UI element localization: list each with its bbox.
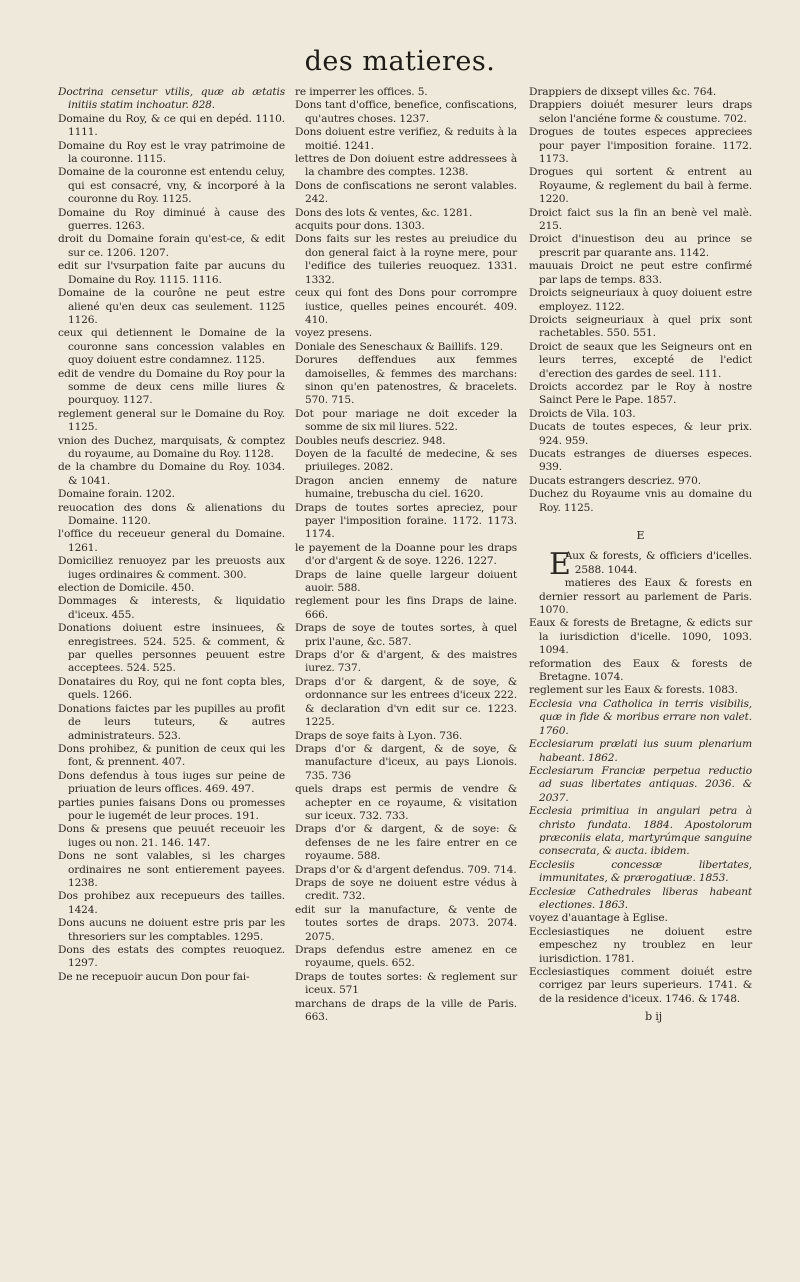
index-entry: edit sur l'vsurpation faite par aucuns du Domaine du Roy. 1115. 1116. xyxy=(58,260,285,286)
index-entry: Ducats de toutes especes, & leur prix. 924. 959. xyxy=(529,421,752,447)
index-entry: Dons des estats des comptes reuoquez. 1297. xyxy=(58,944,285,970)
index-entry: l'office du receueur general du Domaine. 1261. xyxy=(58,528,285,554)
index-entry: lettres de Don doiuent estre addressees à la chambre des comptes. 1238. xyxy=(295,153,517,179)
index-entry: Dons doiuent estre verifiez, & reduits à la moitié. 1241. xyxy=(295,126,517,152)
index-entry: de la chambre du Domaine du Roy. 1034. & 1041. xyxy=(58,461,285,487)
index-entry: election de Domicile. 450. xyxy=(58,582,195,595)
index-entry: parties punies faisans Dons ou promesses pour le iugemét de leur proces. 191. xyxy=(58,796,285,822)
column-3-entries-e xyxy=(529,577,752,1006)
index-entry: reformation des Eaux & forests de Bretagne. 1074. xyxy=(529,657,752,684)
dropcap-entry xyxy=(529,547,752,583)
index-entry: Domaine du Roy diminué à cause des guerres. 1263. xyxy=(58,206,285,233)
index-entry: marchans de draps de la ville de Paris. 663. xyxy=(295,997,517,1024)
index-entry: Dons defendus à tous iuges sur peine de priuation de leurs offices. 469. 497. xyxy=(58,769,285,796)
index-entry: Draps de soye de toutes sortes, à quel prix l'aune, &c. 587. xyxy=(295,622,517,648)
index-entry: Drogues qui sortent & entrent au Royaume, & reglement du bail à ferme. 1220. xyxy=(529,166,752,206)
index-entry: reglement sur les Eaux & forests. 1083. xyxy=(529,684,738,697)
index-entry: matieres des Eaux & forests en dernier ressort au parlement de Paris. 1070. xyxy=(539,577,752,617)
dropcap-entry-text: Aux & forests, & officiers d'icelles. 2588. 1044. xyxy=(564,550,752,576)
index-entry: Draps de laine quelle largeur doiuent auoir. 588. xyxy=(295,568,517,595)
index-column-1 xyxy=(58,86,291,1246)
index-entry: ceux qui font des Dons pour corrompre iustice, quelles peines encourét. 409. 410. xyxy=(295,287,517,326)
index-entry: ceux qui detiennent le Domaine de la couronne sans concession valables en quoy doiuent estre condamnez. 1125. xyxy=(58,327,285,367)
index-entry: Draps d'or & dargent, & de soye: & defenses de ne les faire entrer en ce royaume. 588. xyxy=(295,823,517,863)
index-entry: voyez presens. xyxy=(295,327,372,340)
index-entry: Domaine forain. 1202. xyxy=(58,488,175,501)
column-3-entries-d xyxy=(529,86,752,515)
index-entry: Ecclesia vna Catholica in terris visibilis, quæ in fide & moribus errare non valet. 1760. xyxy=(529,697,752,737)
index-entry: re imperrer les offices. 5. xyxy=(295,86,428,98)
drop-capital: E xyxy=(549,547,571,583)
index-entry: Dorures deffendues aux femmes damoiselles, & femmes des marchans: sinon qu'en patenostres, & bracelets. 570. 715. xyxy=(295,354,517,407)
index-entry: Dons faits sur les restes au preiudice du don general faict à la royne mere, pour l'edifice des tuileries reuoquez. 1331. 1332. xyxy=(295,233,517,286)
index-entry: Draps d'or & dargent, & de soye, & manufacture d'iceux, au pays Lionois. 735. 736 xyxy=(295,742,517,782)
index-entry: Draps d'or & d'argent, & des maistres iurez. 737. xyxy=(295,649,517,675)
index-entry: Dons tant d'office, benefice, confiscations, qu'autres choses. 1237. xyxy=(295,99,517,125)
index-entry: Domiciliez renuoyez par les preuosts aux iuges ordinaires & comment. 300. xyxy=(58,555,285,581)
index-entry: Donataires du Roy, qui ne font copta bles, quels. 1266. xyxy=(58,675,285,702)
index-entry: Draps de toutes sortes apreciez, pour payer l'imposition foraine. 1172. 1173. 1174. xyxy=(295,501,517,541)
index-entry: Ducats estranges de diuerses especes. 939. xyxy=(529,447,752,474)
section-letter-e: E xyxy=(636,529,645,542)
index-entry: edit de vendre du Domaine du Roy pour la somme de deux cens mille liures & pourquoy. 1127. xyxy=(58,367,285,407)
index-entry: Domaine du Roy est le vray patrimoine de la couronne. 1115. xyxy=(58,139,285,166)
index-entry: le payement de la Doanne pour les draps d'or d'argent & de soye. 1226. 1227. xyxy=(295,541,517,568)
index-entry: Dommages & interests, & liquidatio d'iceux. 455. xyxy=(58,595,285,621)
index-entry: Ducats estrangers descriez. 970. xyxy=(529,474,701,487)
index-entry: Ecclesia primitiua in angulari petra à christo fundata. 1884. Apostolorum præconiis elata, martyrúmque sanguine consecrata, & aucta. ibidem. xyxy=(529,805,752,858)
index-entry: droit du Domaine forain qu'est-ce, & edit sur ce. 1206. 1207. xyxy=(58,233,285,259)
index-entry: Doyen de la faculté de medecine, & ses priuileges. 2082. xyxy=(295,447,517,474)
index-entry: Drappiers doiuét mesurer leurs draps selon l'anciéne forme & coustume. 702. xyxy=(529,99,752,125)
index-entry: acquits pour dons. 1303. xyxy=(295,220,425,233)
index-entry: Draps defendus estre amenez en ce royaume, quels. 652. xyxy=(295,944,517,970)
index-columns xyxy=(58,86,758,1246)
index-entry: Dons prohibez, & punition de ceux qui les font, & prennent. 407. xyxy=(58,742,285,769)
index-entry: mauuais Droict ne peut estre confirmé par laps de temps. 833. xyxy=(529,260,752,286)
index-entry: Ecclesiis concessæ libertates, immunitates, & prærogatiuæ. 1853. xyxy=(529,858,752,885)
index-entry: quels draps est permis de vendre & achepter en ce royaume, & visitation sur iceux. 732. 733. xyxy=(295,783,517,822)
index-column-3 xyxy=(523,86,758,1246)
index-entry: Eaux & forests de Bretagne, & edicts sur la iurisdiction d'icelle. 1090, 1093. 1094. xyxy=(529,617,752,657)
index-entry: Droicts seigneuriaux à quel prix sont rachetables. 550. 551. xyxy=(529,313,752,340)
index-entry: Donations doiuent estre insinuees, & enregistrees. 524. 525. & comment, & par quelles personnes peuuent estre acceptees. 524. 525. xyxy=(58,622,285,675)
index-entry: Dons ne sont valables, si les charges ordinaires ne sont entierement payees. 1238. xyxy=(58,850,285,889)
index-entry: Domaine de la couronne est entendu celuy, qui est consacré, vny, & incorporé à la couronne du Roy. 1125. xyxy=(58,166,285,206)
index-entry: Dot pour mariage ne doit exceder la somme de six mil liures. 522. xyxy=(295,407,517,434)
index-entry: Droict d'inuestison deu au prince se prescrit par quarante ans. 1142. xyxy=(529,233,752,259)
index-entry: Ecclesiastiques ne doiuent estre empeschez ny troublez en leur iurisdiction. 1781. xyxy=(529,925,752,965)
index-entry: Doubles neufs descriez. 948. xyxy=(295,434,446,447)
index-entry: Ecclesiæ Cathedrales liberas habeant electiones. 1863. xyxy=(529,885,752,911)
index-entry: reglement pour les fins Draps de laine. 666. xyxy=(295,595,517,621)
index-entry: Dragon ancien ennemy de nature humaine, trebuscha du ciel. 1620. xyxy=(295,474,517,501)
index-entry: Domaine de la courône ne peut estre aliené qu'en deux cas seulement. 1125 1126. xyxy=(58,287,285,326)
index-entry: voyez d'auantage à Eglise. xyxy=(529,912,668,925)
index-entry: Draps d'or & dargent, & de soye, & ordonnance sur les entrees d'iceux 222. & declaration d'vn edit sur ce. 1223. 1225. xyxy=(295,675,517,729)
index-entry: Donations faictes par les pupilles au profit de leurs tuteurs, & autres administrateurs. 523. xyxy=(58,702,285,742)
index-entry: Drogues de toutes especes appreciees pour payer l'imposition foraine. 1172. 1173. xyxy=(529,126,752,166)
index-entry: reuocation des dons & alienations du Domaine. 1120. xyxy=(58,501,285,527)
index-entry: Draps de soye faits à Lyon. 736. xyxy=(295,729,463,742)
page-header: des matieres. xyxy=(304,46,496,77)
index-entry: Doniale des Seneschaux & Baillifs. 129. xyxy=(295,340,503,353)
index-entry: Droict de seaux que les Seigneurs ont en leurs terres, excepté de l'edict d'erection des gardes de seel. 111. xyxy=(529,340,752,380)
index-entry: Dons de confiscations ne seront valables. 242. xyxy=(295,179,517,206)
index-entry: Ecclesiarum prælati ius suum plenarium habeant. 1862. xyxy=(529,738,752,764)
index-entry: edit sur la manufacture, & vente de toutes sortes de draps. 2073. 2074. 2075. xyxy=(295,903,517,943)
index-entry: Dos prohibez aux recepueurs des tailles. 1424. xyxy=(58,890,285,916)
index-entry: Droicts seigneuriaux à quoy doiuent estre employez. 1122. xyxy=(529,287,752,313)
index-entry: Draps d'or & d'argent defendus. 709. 714. xyxy=(295,863,517,876)
index-entry: Drappiers de dixsept villes &c. 764. xyxy=(529,86,717,98)
index-entry: Dons des lots & ventes, &c. 1281. xyxy=(295,206,473,219)
index-entry: Dons aucuns ne doiuent estre pris par les thresoriers sur les comptables. 1295. xyxy=(58,917,285,943)
index-entry: Domaine du Roy, & ce qui en depéd. 1110. 1111. xyxy=(58,112,285,139)
index-entry: Draps de soye ne doiuent estre védus à credit. 732. xyxy=(295,876,517,903)
index-entry: vnion des Duchez, marquisats, & comptez du royaume, au Domaine du Roy. 1128. xyxy=(58,434,285,460)
index-entry: Dons & presens que peuuét receuoir les iuges ou non. 21. 146. 147. xyxy=(58,823,285,849)
index-entry: Doctrina censetur vtilis, quæ ab ætatis initiis statim inchoatur. 828. xyxy=(58,86,285,112)
index-entry: Draps de toutes sortes: & reglement sur iceux. 571 xyxy=(295,970,517,997)
index-entry: Duchez du Royaume vnis au domaine du Roy. 1125. xyxy=(529,488,752,514)
index-entry: Ecclesiarum Franciæ perpetua reductio ad suas libertates antiquas. 2036. & 2037. xyxy=(529,764,752,804)
index-entry: Droict faict sus la fin an benè vel malè. 215. xyxy=(529,206,752,233)
index-entry: De ne recepuoir aucun Don pour fai- xyxy=(58,970,250,983)
index-entry: Ecclesiastiques comment doiuét estre corrigez par leurs superieurs. 1741. & de la residence d'iceux. 1746. & 1748. xyxy=(529,966,752,1005)
signature-mark: b ij xyxy=(645,1010,662,1024)
index-entry: Droicts de Vila. 103. xyxy=(529,407,636,420)
index-column-2 xyxy=(291,86,523,1246)
index-entry: Droicts accordez par le Roy à nostre Sainct Pere le Pape. 1857. xyxy=(529,380,752,407)
index-entry: reglement general sur le Domaine du Roy. 1125. xyxy=(58,407,285,434)
